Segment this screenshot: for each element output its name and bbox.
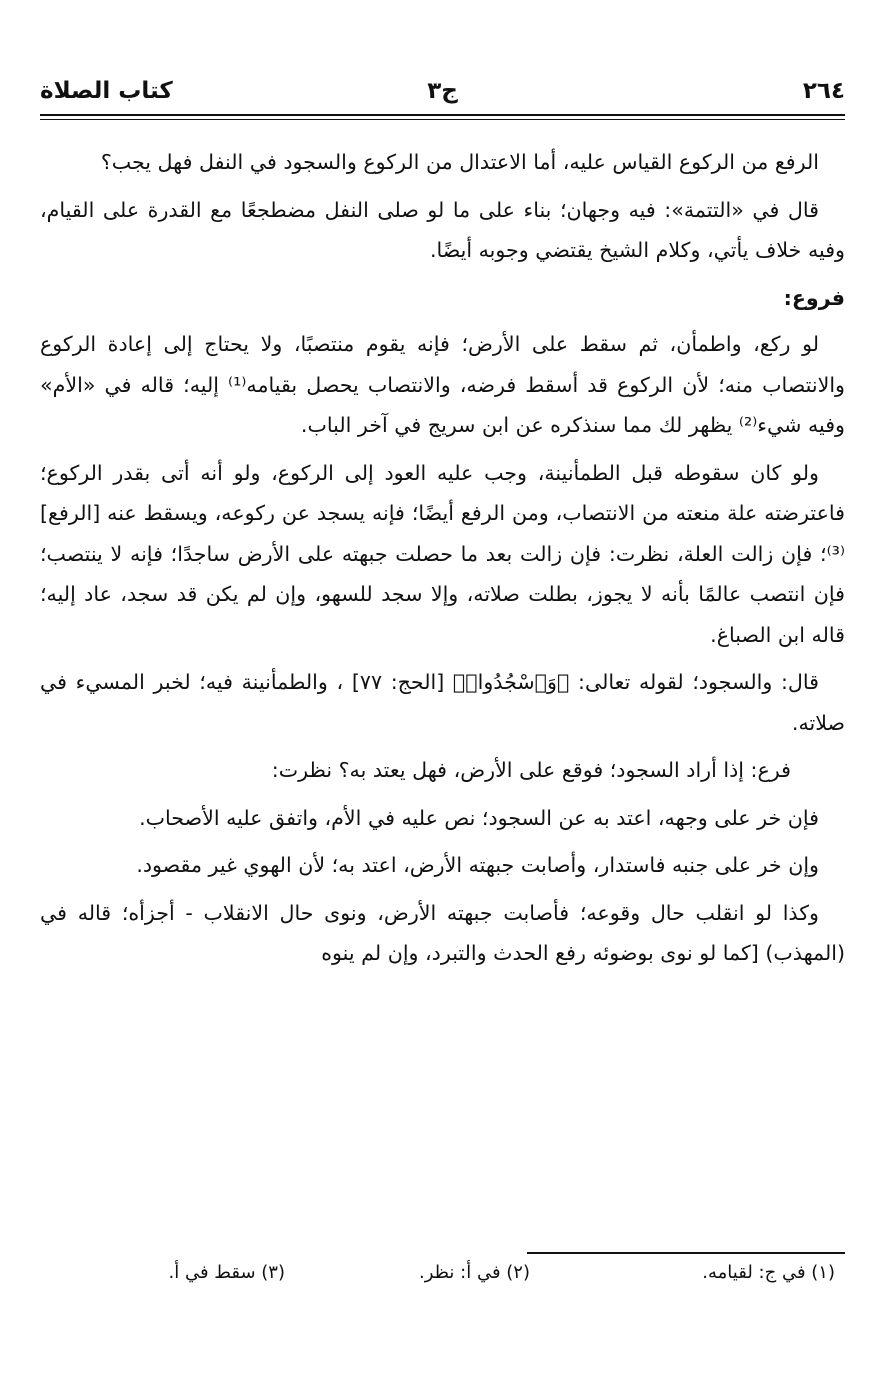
paragraph: ولو كان سقوطه قبل الطمأنينة، وجب عليه العود إلى الركوع، ولو أنه أتى بقدر الركوع؛ فاعترضته علة منعته من الانتصاب، ومن الرفع أيضًا؛ فإنه يسجد عن ركوعه، ويسقط عنه [الرفع]⁽³⁾؛ فإن زالت العلة، نظرت: فإن زالت بعد ما حصلت جبهته على الأرض ساجدًا؛ فإنه لا ينتصب؛ فإن انتصب عالمًا بأنه لا يجوز، بطلت صلاته، وإلا سجد للسهو، وإن لم يكن قد سجد، عاد إليه؛ قاله ابن الصباغ. [40,460,845,647]
paragraph: وكذا لو انقلب حال وقوعه؛ فأصابت جبهته الأرض، ونوى حال الانقلاب - أجزأه؛ قاله في (المهذب) [كما لو نوى بوضوئه رفع الحدث والتبرد، وإن لم ينوه [40,900,845,965]
header-rule-thin [40,119,845,120]
paragraph: الرفع من الركوع القياس عليه، أما الاعتدال من الركوع والسجود في النفل فهل يجب؟ [100,150,819,174]
page-number: ٢٦٤ [802,78,845,104]
document-page [40,72,845,1332]
footnote-1: (١) في ج: لقيامه. [702,1262,835,1283]
paragraph: وإن خر على جنبه فاستدار، وأصابت جبهته الأرض، اعتد به؛ لأن الهوي غير مقصود. [136,853,819,877]
footnote-2: (٢) في أ: نظر. [419,1262,530,1283]
footnote-separator [527,1252,845,1254]
header-rule-thick [40,114,845,116]
section-subheading: فروع: [783,285,845,310]
book-title: كتاب الصلاة [40,78,173,104]
footnote-3: (٣) سقط في أ. [168,1262,285,1283]
main-text [40,142,845,981]
paragraph: لو ركع، واطمأن، ثم سقط على الأرض؛ فإنه يقوم منتصبًا، ولا يحتاج إلى إعادة الركوع والانتصاب منه؛ لأن الركوع قد أسقط فرضه، والانتصاب يحصل بقيامه⁽¹⁾ إليه؛ قاله في «الأم» وفيه شيء⁽²⁾ يظهر لك مما سنذكره عن ابن سريج في آخر الباب. [40,332,846,437]
paragraph: قال: والسجود؛ لقوله تعالى: ﴿وَٱسْجُدُوا۟﴾ [الحج: ٧٧] ، والطمأنينة فيه؛ لخبر المسيء في صلاته. [40,670,845,735]
paragraph: فرع: إذا أراد السجود؛ فوقع على الأرض، فهل يعتد به؟ نظرت: [271,758,791,782]
paragraph: قال في «التتمة»: فيه وجهان؛ بناء على ما لو صلى النفل مضطجعًا مع القدرة على القيام، وفيه خلاف يأتي، وكلام الشيخ يقتضي وجوبه أيضًا. [40,197,845,262]
volume-label: ج٣ [427,78,458,104]
running-header [40,72,845,116]
paragraph: فإن خر على وجهه، اعتد به عن السجود؛ نص عليه في الأم، واتفق عليه الأصحاب. [139,805,819,830]
